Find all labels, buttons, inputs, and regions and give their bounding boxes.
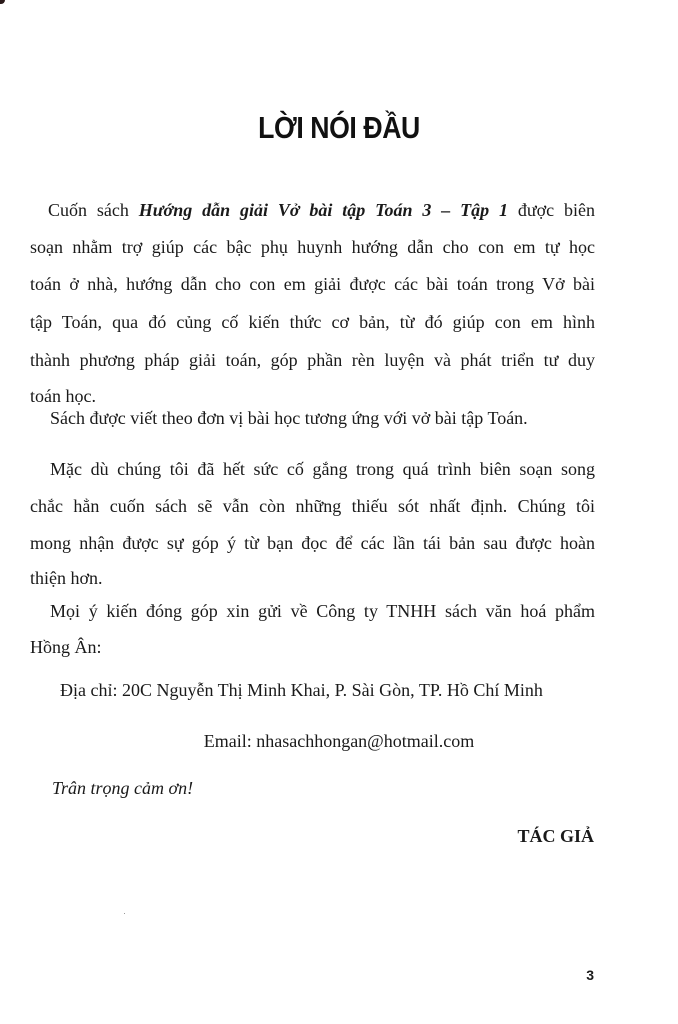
page-title: LỜI NÓI ĐẦU [258,110,420,145]
paragraph-3-line-3: mong nhận được sự góp ý từ bạn đọc để các lần tái bản sau được hoàn [30,533,595,553]
paragraph-1-line-1 [30,199,595,221]
author-signature: TÁC GIẢ [517,826,594,846]
scan-speck [124,913,125,914]
paragraph-1-line-5: thành phương pháp giải toán, góp phần rèn luyện và phát triển tư duy [30,350,595,370]
text: Cuốn sách [48,200,139,220]
paragraph-1-line-4: tập Toán, qua đó củng cố kiến thức cơ bản, từ đó giúp con em hình [30,312,595,332]
paragraph-1-line-3: toán ở nhà, hướng dẫn cho con em giải được các bài toán trong Vở bài [30,274,595,294]
closing-thanks: Trân trọng cảm ơn! [52,778,194,798]
text: được biên [507,200,595,220]
paragraph-2-line-1: Sách được viết theo đơn vị bài học tương ứng với vở bài tập Toán. [50,408,528,428]
scan-corner-mark [0,0,5,4]
contact-email: Email: nhasachhongan@hotmail.com [203,731,475,751]
paragraph-3-line-2: chắc hẳn cuốn sách sẽ vẫn còn những thiếu sót nhất định. Chúng tôi [30,496,595,516]
paragraph-1-line-6: toán học. [30,386,96,406]
page-number: 3 [586,967,594,983]
paragraph-4-line-2: Hồng Ân: [30,637,102,657]
contact-address: Địa chỉ: 20C Nguyễn Thị Minh Khai, P. Sài Gòn, TP. Hồ Chí Minh [60,680,543,700]
paragraph-4-line-1: Mọi ý kiến đóng góp xin gửi về Công ty TNHH sách văn hoá phẩm [50,601,595,621]
paragraph-3-line-4: thiện hơn. [30,568,103,588]
paragraph-1-line-2: soạn nhằm trợ giúp các bậc phụ huynh hướng dẫn cho con em tự học [30,237,595,257]
paragraph-3-line-1: Mặc dù chúng tôi đã hết sức cố gắng trong quá trình biên soạn song [50,459,595,479]
book-title: Hướng dẫn giải Vở bài tập Toán 3 – Tập 1 [138,200,508,220]
